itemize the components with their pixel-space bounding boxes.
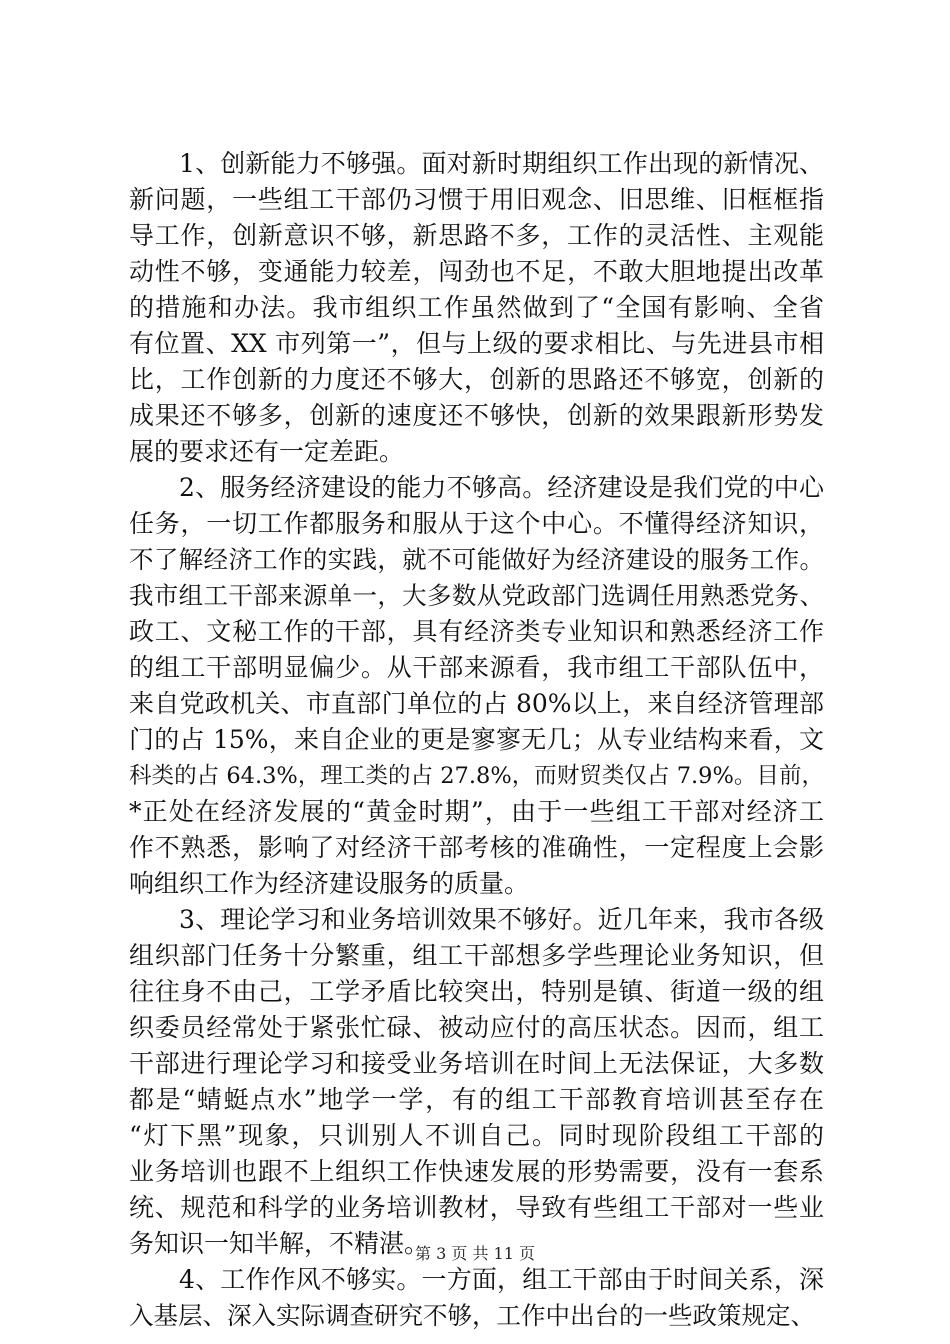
text-line: 织委员经常处于紧张忙碌、被动应付的高压状态。因而，组工	[129, 1013, 824, 1042]
text-line: 成果还不够多，创新的速度还不够快，创新的效果跟新形势发	[129, 401, 824, 430]
text-line: 4、工作作风不够实。一方面，组工干部由于时间关系，深	[179, 1265, 824, 1294]
page-number: 第 3 页 共 11 页	[415, 1244, 535, 1263]
text-line: 干部进行理论学习和接受业务培训在时间上无法保证，大多数	[129, 1049, 824, 1078]
paragraph-1	[129, 146, 824, 470]
text-line: 2、服务经济建设的能力不够高。经济建设是我们党的中心	[179, 473, 824, 502]
text-line: 组织部门任务十分繁重，组工干部想多学些理论业务知识，但	[129, 941, 824, 970]
text-line: 来自党政机关、市直部门单位的占 80%以上，来自经济管理部	[129, 689, 824, 718]
text-line: 比，工作创新的力度还不够大，创新的思路还不够宽，创新的	[129, 365, 824, 394]
text-line: *正处在经济发展的“黄金时期”，由于一些组工干部对经济工	[129, 797, 824, 826]
page-footer	[0, 1244, 950, 1264]
text-line: “灯下黑”现象，只训别人不训自己。同时现阶段组工干部的	[129, 1121, 824, 1150]
document-body	[129, 146, 824, 1334]
text-line: 的组工干部明显偏少。从干部来源看，我市组工干部队伍中，	[129, 653, 824, 682]
text-line: 政工、文秘工作的干部，具有经济类专业知识和熟悉经济工作	[129, 617, 824, 646]
text-line: 动性不够，变通能力较差，闯劲也不足，不敢大胆地提出改革	[129, 257, 824, 286]
text-line: 业务培训也跟不上组织工作快速发展的形势需要，没有一套系	[129, 1157, 824, 1186]
paragraph-4	[129, 1262, 824, 1334]
text-line: 不了解经济工作的实践，就不可能做好为经济建设的服务工作。	[129, 545, 824, 574]
text-line: 导工作，创新意识不够，新思路不多，工作的灵活性、主观能	[129, 221, 824, 250]
text-line: 务知识一知半解，不精湛。	[129, 1229, 430, 1258]
text-line: 门的占 15%，来自企业的更是寥寥无几；从专业结构来看，文	[129, 725, 824, 754]
text-line: 往往身不由己，工学矛盾比较突出，特别是镇、街道一级的组	[129, 977, 824, 1006]
text-line: 有位置、XX 市列第一”，但与上级的要求相比、与先进县市相	[129, 329, 824, 358]
text-line: 科类的占 64.3%，理工类的占 27.8%，而财贸类仅占 7.9%。目前，	[129, 763, 824, 789]
text-line: 统、规范和科学的业务培训教材，导致有些组工干部对一些业	[129, 1193, 824, 1222]
text-line: 都是“蜻蜓点水”地学一学，有的组工干部教育培训甚至存在	[129, 1085, 824, 1114]
text-line: 新问题，一些组工干部仍习惯于用旧观念、旧思维、旧框框指	[129, 185, 824, 214]
text-line: 响组织工作为经济建设服务的质量。	[129, 869, 530, 898]
text-line: 的措施和办法。我市组织工作虽然做到了“全国有影响、全省	[129, 293, 824, 322]
text-line: 1、创新能力不够强。面对新时期组织工作出现的新情况、	[179, 149, 824, 178]
paragraph-2	[129, 470, 824, 902]
text-line: 作不熟悉，影响了对经济干部考核的准确性，一定程度上会影	[129, 833, 824, 862]
paragraph-3	[129, 902, 824, 1262]
text-line: 入基层、深入实际调查研究不够，工作中出台的一些政策规定、	[129, 1301, 815, 1330]
text-line: 展的要求还有一定差距。	[129, 437, 405, 466]
text-line: 3、理论学习和业务培训效果不够好。近几年来，我市各级	[179, 905, 824, 934]
text-line: 我市组工干部来源单一，大多数从党政部门选调任用熟悉党务、	[129, 581, 824, 610]
text-line: 任务，一切工作都服务和服从于这个中心。不懂得经济知识，	[129, 509, 824, 538]
